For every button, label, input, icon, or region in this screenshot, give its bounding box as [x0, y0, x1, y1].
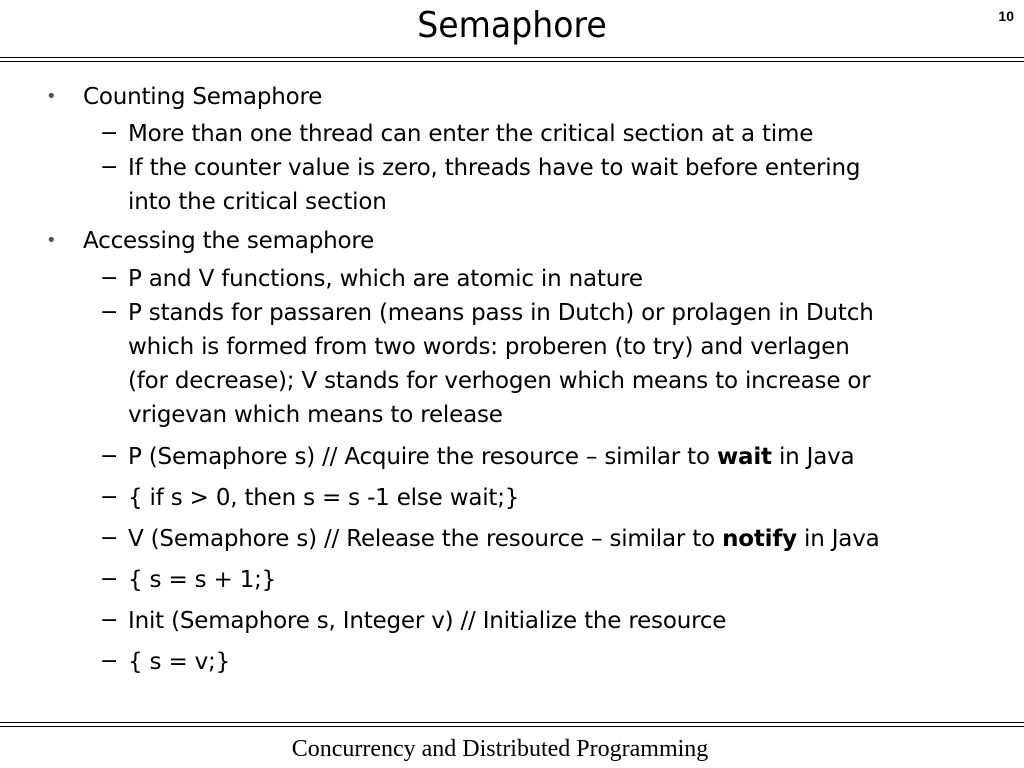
sub-item-continued: which is formed from two words: proberen (to try) and verlagen [128, 334, 850, 360]
dash-marker: − [100, 567, 119, 592]
dash-marker: − [100, 444, 119, 469]
bullet-item: Accessing the semaphore [83, 228, 375, 254]
slide-title: Semaphore [417, 5, 607, 46]
bullet-marker: • [46, 86, 57, 107]
notify-keyword: notify [722, 526, 797, 552]
slide-number: 10 [998, 8, 1014, 24]
slide-footer: Concurrency and Distributed Programming [291, 736, 709, 762]
sub-item: More than one thread can enter the critical section at a time [128, 121, 814, 147]
dash-marker: − [100, 121, 119, 146]
dash-marker: − [100, 608, 119, 633]
p-function-suffix: in Java [771, 444, 855, 470]
sub-item: { s = s + 1;} [128, 567, 277, 593]
bullet-item: Counting Semaphore [83, 84, 323, 110]
dash-marker: − [100, 649, 119, 674]
v-function-text: V (Semaphore s) // Release the resource – similar to [128, 526, 723, 552]
sub-item-continued: vrigevan which means to release [128, 402, 503, 428]
sub-item: If the counter value is zero, threads have to wait before entering [128, 155, 861, 181]
dash-marker: − [100, 266, 119, 291]
sub-item: Init (Semaphore s, Integer v) // Initialize the resource [128, 608, 727, 634]
dash-marker: − [100, 526, 119, 551]
footer-rule-top [0, 722, 1024, 723]
dash-marker: − [100, 485, 119, 510]
wait-keyword: wait [716, 444, 772, 470]
sub-item: P and V functions, which are atomic in nature [128, 266, 643, 292]
sub-item: P stands for passaren (means pass in Dutch) or prolagen in Dutch [128, 300, 874, 326]
sub-item-continued: (for decrease); V stands for verhogen which means to increase or [128, 368, 871, 394]
sub-item-continued: into the critical section [128, 189, 387, 215]
v-function-suffix: in Java [796, 526, 880, 552]
sub-item: { if s > 0, then s = s -1 else wait;} [128, 485, 520, 511]
footer-rule-bottom [0, 726, 1024, 727]
dash-marker: − [100, 300, 119, 325]
sub-item: { s = v;} [128, 649, 231, 675]
p-function-text: P (Semaphore s) // Acquire the resource – similar to [128, 444, 717, 470]
dash-marker: − [100, 155, 119, 180]
sub-item-p-function [128, 440, 854, 474]
sub-item-v-function [128, 522, 880, 556]
bullet-marker: • [46, 230, 57, 251]
